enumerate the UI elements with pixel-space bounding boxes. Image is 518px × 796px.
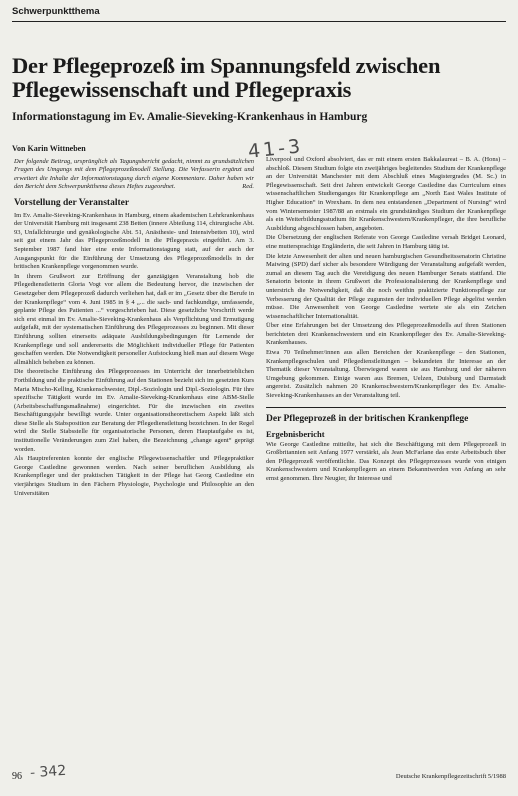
paragraph: Über eine Erfahrungen bei der Umsetzung des Pflegeprozeßmodells auf ihren Stationen berichteten drei Krankenschwestern und ein Krankenpfleger des Ev. Amalie-Sieveking-Krankenhauses.	[266, 322, 506, 347]
section-rubric: Schwerpunktthema	[12, 6, 100, 17]
article-title: Der Pflegeprozeß im Spannungsfeld zwischen Pflegewissenschaft und Pflegepraxis	[12, 53, 441, 102]
paragraph: Wie George Castledine mitteilte, hat sich die Beschäftigung mit dem Pflegeprozeß in Großbritannien seit Anfang 1977 verstärkt, als Jean McFarlane das erste Arbeitsbuch über den Pflegeprozeß veröffentlichte. Das Konzept des Pflegeprozesses wurde von einigen Krankenschwestern und Krankenpflegern an einem Bekanntwerden von Anfang an sehr ernst genommen. Ihre Neugier, ihr Interesse und	[266, 440, 506, 482]
paragraph: In ihrem Grußwort zur Eröffnung der ganztägigen Veranstaltung hob die Pflegedienstleiterin Gloria Vogt vor allem die Bedeutung hervor, die inzwischen der Gesetzgeber dem Pflegeprozeß dadurch verliehen hat, daß er im „Gesetz über die Berufe in der Krankenpflege“ vom 4. Juni 1985 in § 4 „... die sach- und fachkundige, umfassende, geplante Pflege des Patienten ...“ vorgeschrieben hat. Diese gesetzliche Vorschrift werde sich erst einmal im Ev. Amalie-Sieveking-Krankenhaus als Verpflichtung und Ermutigung aufgefaßt, mit der systematischen Einführung des Pflegeprozesses zu beginnen. Mit dieser Einführung sollten einerseits adäquate Ausbildungsbedingungen für Lernende der Krankenpflege und soll andererseits die Möglichkeit individueller Pflege für Patienten geschaffen werden. Die Notwendigkeit personeller Aufstockung hieß man auf diesem Wege allmählich beheben zu können.	[14, 272, 254, 366]
column-right	[266, 156, 506, 485]
journal-citation: Deutsche Krankenpflegezeitschrift 5/1988	[395, 773, 506, 780]
paragraph: Die theoretische Einführung des Pflegeprozesses im Unterricht der innerbetrieblichen Fortbildung und die praktische Einführung auf den Stationen bezieht sich im gesetzten Kurs Maria Mischo-Kelling, Krankenschwester, Dipl.-Soziologin und Dipl.-Soziologin. Für ihre spezifische Tätigkeit wurde im Ev. Amalie-Sieveking-Krankenhaus eine ABM-Stelle (Arbeitsbeschaffungsmaßnahme) eingerichtet. Für die inzwischen ein zweites Beschäftigungsjahr bewilligt wurde. Unter organisationstheoretischem Aspekt läßt sich diese Stelle als Stabsposition zur Beratung der Pflegedienstleitung bezeichnen. In der Regel wird die Stelle Stabsstelle für organisatorische Personen, deren Hauptaufgabe es ist, institutionelle Veränderungen zum Ziel haben, die Bezeichnung „change agent“ geprägt worden.	[14, 368, 254, 453]
handwritten-annotation: 41-3	[247, 135, 305, 163]
page-number: 96	[12, 771, 22, 782]
intro-signature: Red.	[242, 183, 254, 191]
article-subtitle: Informationstagung im Ev. Amalie-Sieveking-Krankenhaus in Hamburg	[12, 111, 368, 123]
subsection-heading-results: Ergebnisbericht	[266, 428, 325, 439]
section-heading-organizers: Vorstellung der Veranstalter	[14, 197, 130, 208]
paragraph: Liverpool und Oxford absolviert, das er mit einem ersten Bakkalaureat – B. A. (Hons) – abschloß. Diesem Studium folgte ein zweijähriges begleitendes Studium der Krankenpflege an der Universität Manchester mit dem Abschluß eines Magistergrades (M. Sc.) in Pflegewissenschaft. Seit drei Jahren entwickelt George Castledine das Curriculum eines wissenschaftlichen Studienganges für Krankenpflege am „North East Wales Institute of Higher Education“ in Wrexham. In dem neu entstandenen „Department of Nursing“ wird vom Wintersemester 1987/88 an erstmals ein grundständiges Studium der Krankenpflege als ein Weiterbildungsstudium für Krankenschwestern/Krankenpfleger, die ihre berufliche Ausbildung abgeschlossen haben, angeboten.	[266, 156, 506, 232]
paragraph: Im Ev. Amalie-Sieveking-Krankenhaus in Hamburg, einem akademischen Lehrkrankenhaus der Universität Hamburg mit insgesamt 238 Betten (innere Abteilung 114, chirurgische Abt. 93, Unfallchirurgie und gynäkologische Abt. 51, Anästhesie- und Intensivbetten 10), wird seit gut einem Jahr das Pflegeprozeßmodell in die Pflegepraxis eingeführt. Am 3. September 1987 fand hier eine erste Informationstagung statt, auf der auch der Ausgangspunkt für die Einführung der Umsetzung des Pflegeprozeßmodells in der britischen Krankenpflege vorgenommen wurde.	[14, 211, 254, 271]
editorial-intro	[14, 158, 254, 192]
paragraph: Als Hauptreferenten konnte der englische Pflegewissenschaftler und Pflegepraktiker George Castledine gewonnen werden. Nach seiner beruflichen Ausbildung als Krankenpfleger und der praktischen Tätigkeit in der Pflege hat Georg Castledine ein vierjähriges Studium in den Fächern Physiologie, Psychologie und Philosophie an den Universitäten	[14, 455, 254, 497]
intro-text: Der folgende Beitrag, ursprünglich als Tagungsbericht gedacht, nimmt zu grundsätzlichen Fragen des Umgangs mit dem Pflegeprozeßmodell Stellung. Die Verfasserin ergänzt und erweitert die Inhalte der Informationstagung durch eigene Kommentare. Daher haben wir den Bericht dem Schwerpunktthema dieses Heftes zugeordnet.	[14, 158, 254, 191]
section-heading-british-nursing: Der Pflegeprozeß in der britischen Krankenpflege	[266, 413, 469, 424]
article-author: Von Karin Wittneben	[12, 144, 86, 153]
section-divider	[266, 407, 506, 408]
paragraph: Die Übersetzung der englischen Referate von George Castledine versah Bridget Leonard, eine muttersprachige Engländerin, die seit Jahren in Hamburg tätig ist.	[266, 234, 506, 250]
paragraph: Die letzte Anwesenheit der alten und neuen hamburgischen Gesundheitssenatorin Christine Maiwing (SPD) darf sicher als besondere Würdigung der Veranstaltung aufgefaßt werden, zumal an diesem Tag auch die Vereidigung des neuen Hamburger Senats stattfand. Die Senatorin betonte in ihrem Grußwort die Professionalisierung der Krankenpflege und unterstrich die Notwendigkeit, daß die noch weithin praktizierte Funktionspflege zur Verbesserung der Qualität der Pflege zugunsten der individuellen Pflege abgelöst werden müsse. Die Anwesenheit von George Castledine wertete sie als ein Zeichen wissenschaftlicher Internationalität.	[266, 252, 506, 320]
paragraph: Etwa 70 Teilnehmer/innen aus allen Bereichen der Krankenpflege – den Stationen, Krankenpflegeschulen und Pflegedienstleitungen – bekundeten ihr Interesse an der Thematik dieser Veranstaltung. Überwiegend waren sie aus Hamburg und der näheren Umgebung gekommen. Einige waren aus Bremen, Uelzen, Duisburg und Darmstadt angereist. Zusätzlich nahmen 20 Krankenschwestern/Krankenpfleger des Ev. Amalie-Sieveking-Krankenhauses an der Veranstaltung teil.	[266, 349, 506, 400]
header-rule	[12, 21, 506, 22]
handwritten-page-number: - 342	[29, 762, 67, 782]
column-left	[14, 158, 254, 499]
